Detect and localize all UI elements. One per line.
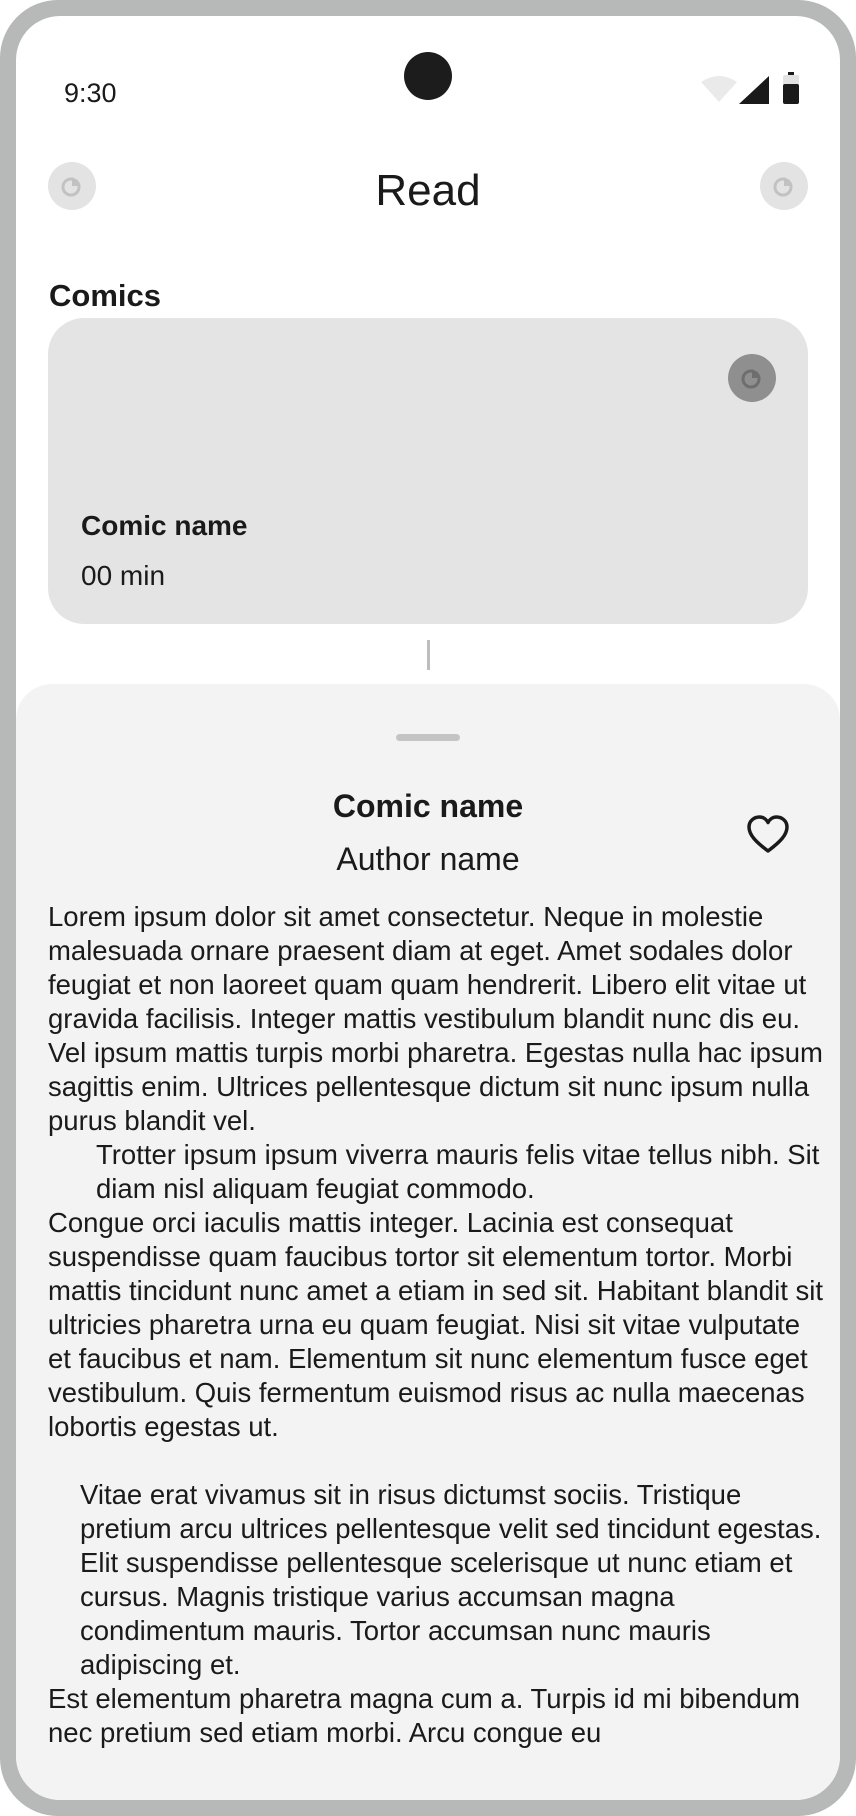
paragraph-gap — [48, 1444, 828, 1478]
comic-description — [48, 900, 828, 1750]
drag-indicator[interactable] — [427, 640, 430, 670]
paragraph: Vitae erat vivamus sit in risus dictumst sociis. Tristique pretium arcu ultrices pellentesque velit sed tincidunt egestas. Elit suspendisse pellentesque scelerisque ut nunc etiam et cursus. Magnis tristique varius accumsan magna condimentum mauris. Tortor accumsan nunc mauris adipiscing et. — [80, 1479, 822, 1680]
cellular-signal-icon — [739, 76, 769, 104]
paragraph: Congue orci iaculis mattis integer. Lacinia est consequat suspendisse quam faucibus tortor sit elementum tortor. Morbi mattis tincidunt nunc amet a etiam in sed sit. Habitant blandit sit ultricies pharetra urna eu quam feugiat. Nisi sit vitae vulputate et faucibus et nam. Elementum sit nunc elementum fusce eget vestibulum. Quis fermentum euismod risus ac nulla maecenas lobortis egestas ut. — [48, 1207, 823, 1442]
sheet-author-name: Author name — [336, 841, 520, 877]
sheet-drag-handle[interactable] — [396, 734, 460, 741]
card-duration: 00 min — [81, 560, 166, 591]
card-action-button[interactable] — [728, 354, 776, 402]
screen — [16, 16, 840, 1800]
card-comic-name: Comic name — [81, 510, 248, 541]
paragraph: Est elementum pharetra magna cum a. Turpis id mi bibendum nec pretium sed etiam morbi. Arcu congue eu — [48, 1683, 801, 1748]
bottom-sheet — [16, 684, 840, 1800]
camera-cutout — [404, 52, 452, 100]
app-bar-right-button[interactable] — [760, 162, 808, 210]
paragraph: Trotter ipsum ipsum viverra mauris felis vitae tellus nibh. Sit diam nisl aliquam feugiat commodo. — [96, 1139, 820, 1204]
placeholder-icon — [739, 365, 765, 391]
placeholder-icon — [771, 173, 797, 199]
battery-icon — [783, 72, 799, 104]
section-title: Comics — [49, 278, 161, 313]
sheet-comic-title: Comic name — [332, 788, 524, 824]
status-time: 9:30 — [64, 78, 117, 108]
heart-outline-icon[interactable] — [746, 814, 790, 854]
paragraph: Lorem ipsum dolor sit amet consectetur. Neque in molestie malesuada ornare praesent diam at eget. Amet sodales dolor feugiat et non laoreet quam quam hendrerit. Libero elit vitae ut gravida facilisis. Integer mattis vestibulum blandit nunc dis eu. Vel ipsum mattis turpis morbi pharetra. Egestas nulla hac ipsum sagittis enim. Ultrices pellentesque dictum sit nunc ipsum nulla purus blandit vel. — [48, 901, 823, 1136]
wifi-icon — [701, 76, 737, 102]
status-icons — [701, 68, 811, 104]
comic-card[interactable] — [48, 318, 808, 624]
page-title: Read — [375, 166, 481, 215]
